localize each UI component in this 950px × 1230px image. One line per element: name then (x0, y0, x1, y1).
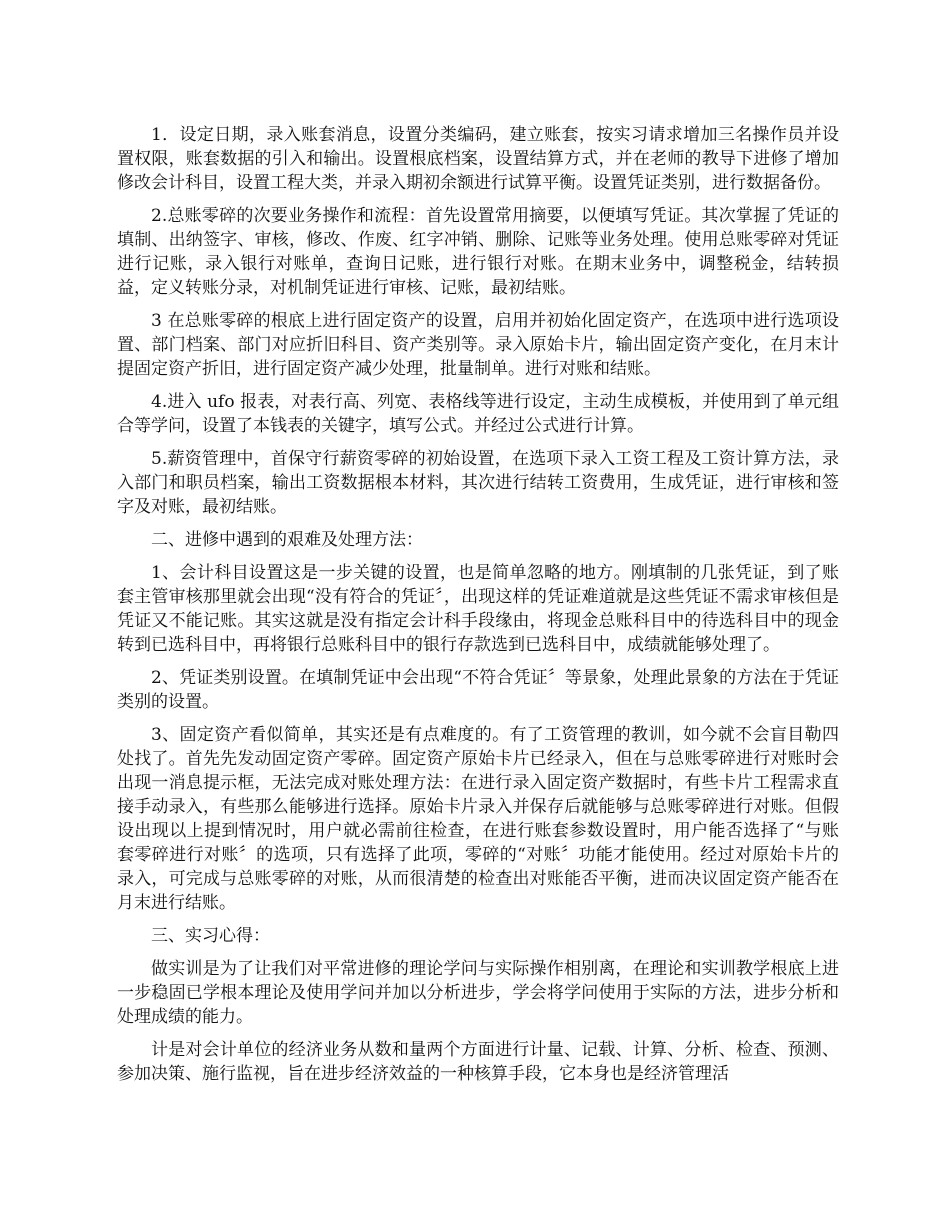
paragraph-ufo-report: 4.进入 ufo 报表，对表行高、列宽、表格线等进行设定，主动生成模板，并使用到了单元组合等学问，设置了本钱表的关键字，填写公式。并经过公式进行计算。 (117, 392, 839, 436)
document-body (117, 123, 839, 1095)
paragraph-payroll: 5.薪资管理中，首保守行薪资零碎的初始设置，在选项下录入工资工程及工资计算方法，录入部门和职员档案，输出工资数据根本材料，其次进行结转工资费用，生成凭证，进行审核和签字及对账，最初结账。 (117, 449, 839, 517)
section-heading-reflections: 三、实习心得： (151, 926, 270, 946)
paragraph-fixed-assets: 3 在总账零碎的根底上进行固定资产的设置，启用并初始化固定资产，在选项中进行选项设置、部门档案、部门对应折旧科目、资产类别等。录入原始卡片，输出固定资产变化，在月末计提固定资产折旧，进行固定资产减少处理，批量制单。进行对账和结账。 (117, 311, 839, 379)
paragraph-voucher-category: 2、凭证类别设置。在填制凭证中会出现“不符合凭证〞等景象，处理此景象的方法在于凭证类别的设置。 (117, 668, 839, 712)
paragraph-accounting-definition: 计是对会计单位的经济业务从数和量两个方面进行计量、记载、计算、分析、检查、预测、参加决策、施行监视，旨在进步经济效益的一种核算手段，它本身也是经济管理活 (117, 1040, 839, 1084)
section-heading-difficulties: 二、进修中遇到的艰难及处理方法： (151, 530, 423, 550)
paragraph-setup-steps: 1．设定日期，录入账套消息，设置分类编码，建立账套，按实习请求增加三名操作员并设置权限，账套数据的引入和输出。设置根底档案，设置结算方式，并在老师的教导下进修了增加修改会计科目，设置工程大类，并录入期初余额进行试算平衡。设置凭证类别，进行数据备份。 (117, 125, 839, 193)
paragraph-general-ledger: 2.总账零碎的次要业务操作和流程：首先设置常用摘要，以便填写凭证。其次掌握了凭证的填制、出纳签字、审核，修改、作废、红字冲销、删除、记账等业务处理。使用总账零碎对凭证进行记账，录入银行对账单，查询日记账，进行银行对账。在期末业务中，调整税金，结转损益，定义转账分录，对机制凭证进行审核、记账，最初结账。 (117, 206, 839, 298)
paragraph-account-setup: 1、会计科目设置这是一步关键的设置，也是简单忽略的地方。刚填制的几张凭证，到了账套主管审核那里就会出现“没有符合的凭证〞，出现这样的凭证难道就是这些凭证不需求审核但是凭证又不能记账。其实这就是没有指定会计科手段缘由，将现金总账科目中的待选科目中的现金转到已选科目中，再将银行总账科目中的银行存款选到已选科目中，成绩就能够处理了。 (117, 563, 839, 655)
paragraph-training-purpose: 做实训是为了让我们对平常进修的理论学问与实际操作相别离，在理论和实训教学根底上进一步稳固已学根本理论及使用学问并加以分析进步，学会将学问使用于实际的方法，进步分析和处理成绩的能力。 (117, 959, 839, 1027)
paragraph-fixed-asset-reconcile: 3、固定资产看似简单，其实还是有点难度的。有了工资管理的教训，如今就不会盲目勒四处找了。首先先发动固定资产零碎。固定资产原始卡片已经录入，但在与总账零碎进行对账时会出现一消息提示框，无法完成对账处理方法：在进行录入固定资产数据时，有些卡片工程需求直接手动录入，有些那么能够进行选择。原始卡片录入并保存后就能够与总账零碎进行对账。但假设出现以上提到情况时，用户就必需前往检查，在进行账套参数设置时，用户能否选择了“与账套零碎进行对账〞的选项，只有选择了此项，零碎的“对账〞功能才能使用。经过对原始卡片的录入，可完成与总账零碎的对账，从而很清楚的检查出对账能否平衡，进而决议固定资产能否在月末进行结账。 (117, 725, 839, 913)
